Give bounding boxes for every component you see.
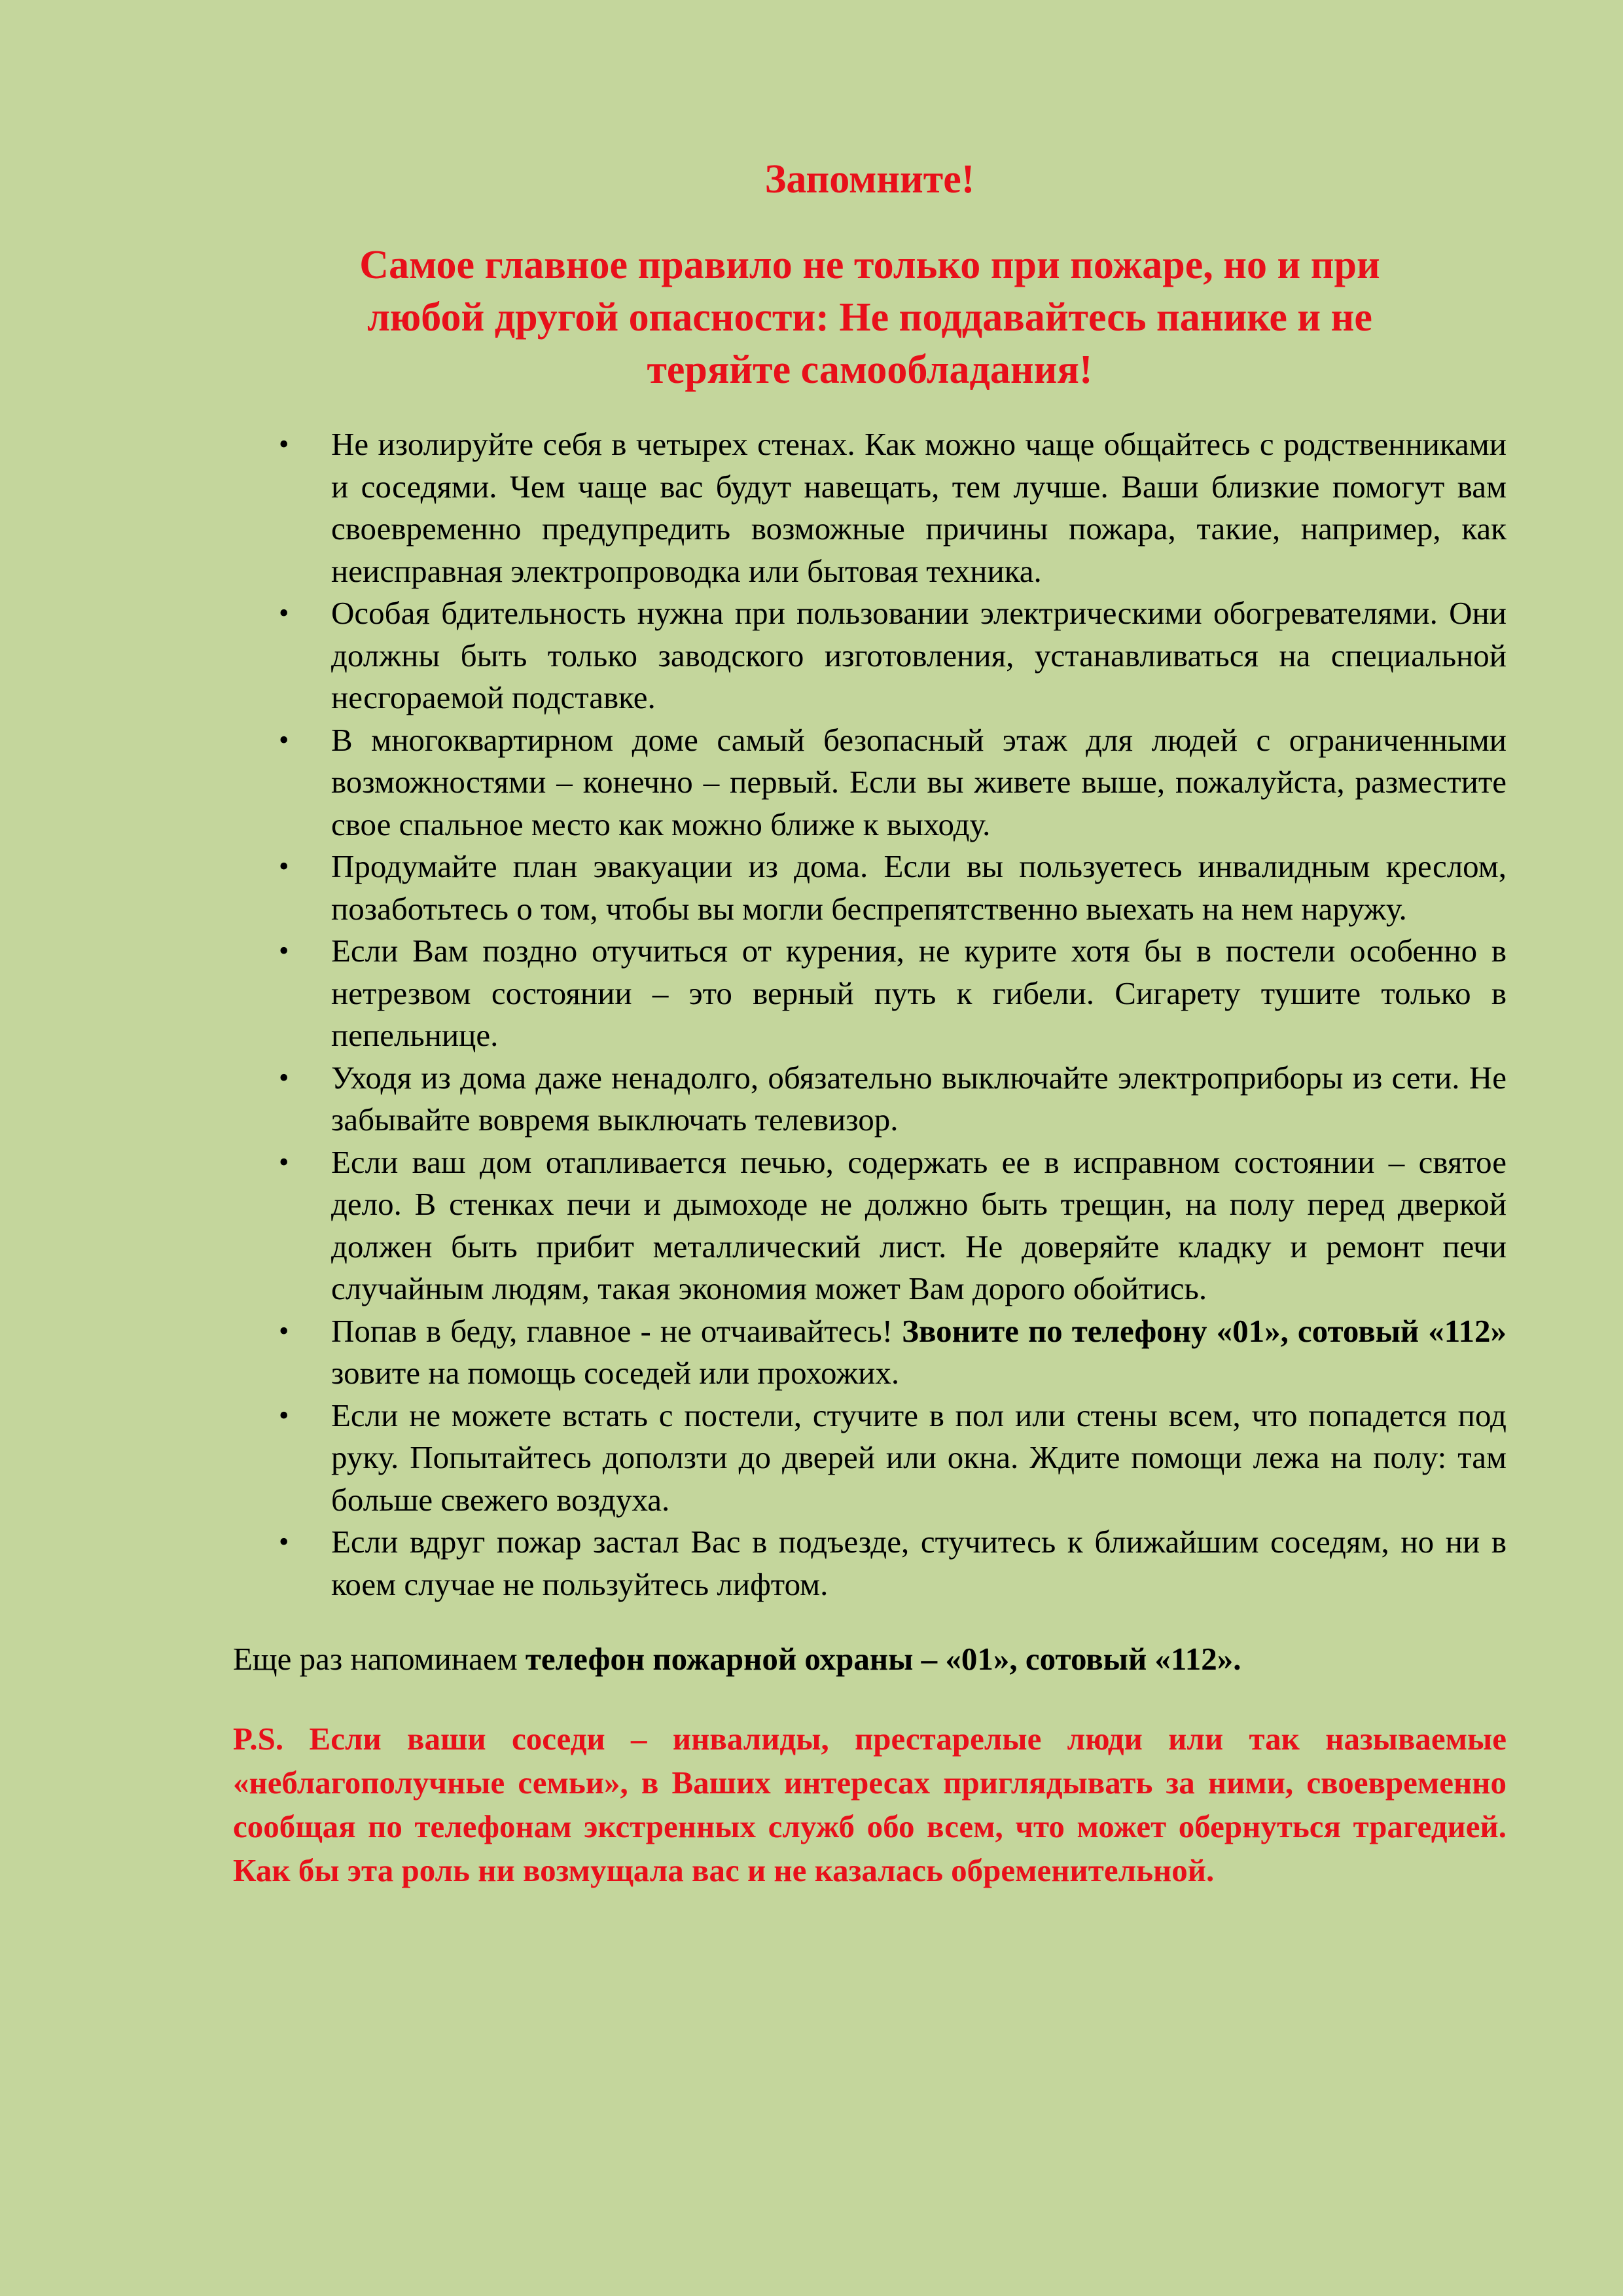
fire-service-phone: телефон пожарной охраны – «01», сотовый «112». — [525, 1641, 1241, 1677]
list-item — [279, 1395, 1507, 1522]
emergency-phone-numbers: Звоните по телефону «01», сотовый «112» — [902, 1312, 1507, 1349]
list-item — [279, 1141, 1507, 1310]
main-rule-line-2: любой другой опасности: Не поддавайтесь панике и не — [367, 295, 1372, 340]
phone-reminder-text: Еще раз напоминаем — [233, 1641, 526, 1677]
bullet-icon: • — [279, 1061, 289, 1094]
safety-rules-list — [233, 423, 1507, 1605]
list-item — [279, 592, 1507, 719]
main-rule-line-3: теряйте самообладания! — [647, 348, 1093, 392]
postscript-note: P.S. Если ваши соседи – инвалиды, престарелые люди или так называемые «неблагополучные семьи», в Ваших интересах приглядывать за ними, своевременно сообщая по телефонам экстренных служб обо всем, что может обернуться трагедией. Как бы эта роль ни возмущала вас и не казалась обременительной. — [233, 1721, 1507, 1888]
list-item-text: Если ваш дом отапливается печью, содержать ее в исправном состоянии – святое дело. В стенках печи и дымоходе не должно быть трещин, на полу перед дверкой должен быть прибит металлический лист. Не доверяйте кладку и ремонт печи случайным людям, такая экономия может Вам дорого обойтись. — [331, 1143, 1507, 1306]
bullet-icon: • — [279, 428, 289, 460]
bullet-icon: • — [279, 850, 289, 882]
list-item-text: Если вдруг пожар застал Вас в подъезде, стучитесь к ближайшим соседям, но ни в коем случае не пользуйтесь лифтом. — [331, 1524, 1507, 1602]
list-item-text-after: зовите на помощь соседей или прохожих. — [331, 1355, 900, 1391]
bullet-icon: • — [279, 1526, 289, 1558]
list-item — [279, 1521, 1507, 1605]
main-rule-heading — [233, 239, 1507, 396]
page-title: Запомните! — [764, 157, 975, 202]
bullet-icon: • — [279, 723, 289, 756]
list-item — [279, 930, 1507, 1057]
list-item-text: Особая бдительность нужна при пользовании электрическими обогревателями. Они должны быть только заводского изготовления, устанавливаться на специальной несгораемой подставке. — [331, 595, 1507, 715]
list-item-text: Если Вам поздно отучиться от курения, не курите хотя бы в постели особенно в нетрезвом состоянии – это верный путь к гибели. Сигарету тушите только в пепельнице. — [331, 933, 1507, 1053]
list-item-text: Не изолируйте себя в четырех стенах. Как можно чаще общайтесь с родственниками и соседями. Чем чаще вас будут навещать, тем лучше. Ваши близкие помогут вам своевременно предупредить возможные причины пожара, такие, например, как неисправная электропроводка или бытовая техника. — [331, 426, 1507, 589]
bullet-icon: • — [279, 1314, 289, 1347]
list-item — [279, 846, 1507, 930]
main-rule-line-1: Самое главное правило не только при пожаре, но и при — [359, 243, 1380, 287]
list-item-text: Продумайте план эвакуации из дома. Если вы пользуетесь инвалидным креслом, позаботьтесь о том, чтобы вы могли беспрепятственно выехать на нем наружу. — [331, 848, 1507, 927]
list-item — [279, 719, 1507, 846]
list-item-text: Попав в беду, главное - не отчаивайтесь! — [331, 1312, 902, 1349]
bullet-icon: • — [279, 597, 289, 629]
list-item — [279, 1057, 1507, 1141]
bullet-icon: • — [279, 1399, 289, 1431]
bullet-icon: • — [279, 1145, 289, 1178]
list-item — [279, 423, 1507, 592]
list-item-text: В многоквартирном доме самый безопасный этаж для людей с ограниченными возможностями – конечно – первый. Если вы живете выше, пожалуйста, разместите свое спальное место как можно ближе к выходу. — [331, 721, 1507, 842]
list-item-emergency-call — [279, 1310, 1507, 1395]
list-item-text: Если не можете встать с постели, стучите в пол или стены всем, что попадется под руку. Попытайтесь доползти до дверей или окна. Ждите помощи лежа на полу: там больше свежего воздуха. — [331, 1397, 1507, 1518]
phone-reminder — [233, 1638, 1507, 1680]
bullet-icon: • — [279, 935, 289, 967]
list-item-text: Уходя из дома даже ненадолго, обязательно выключайте электроприборы из сети. Не забывайте вовремя выключать телевизор. — [331, 1059, 1507, 1138]
